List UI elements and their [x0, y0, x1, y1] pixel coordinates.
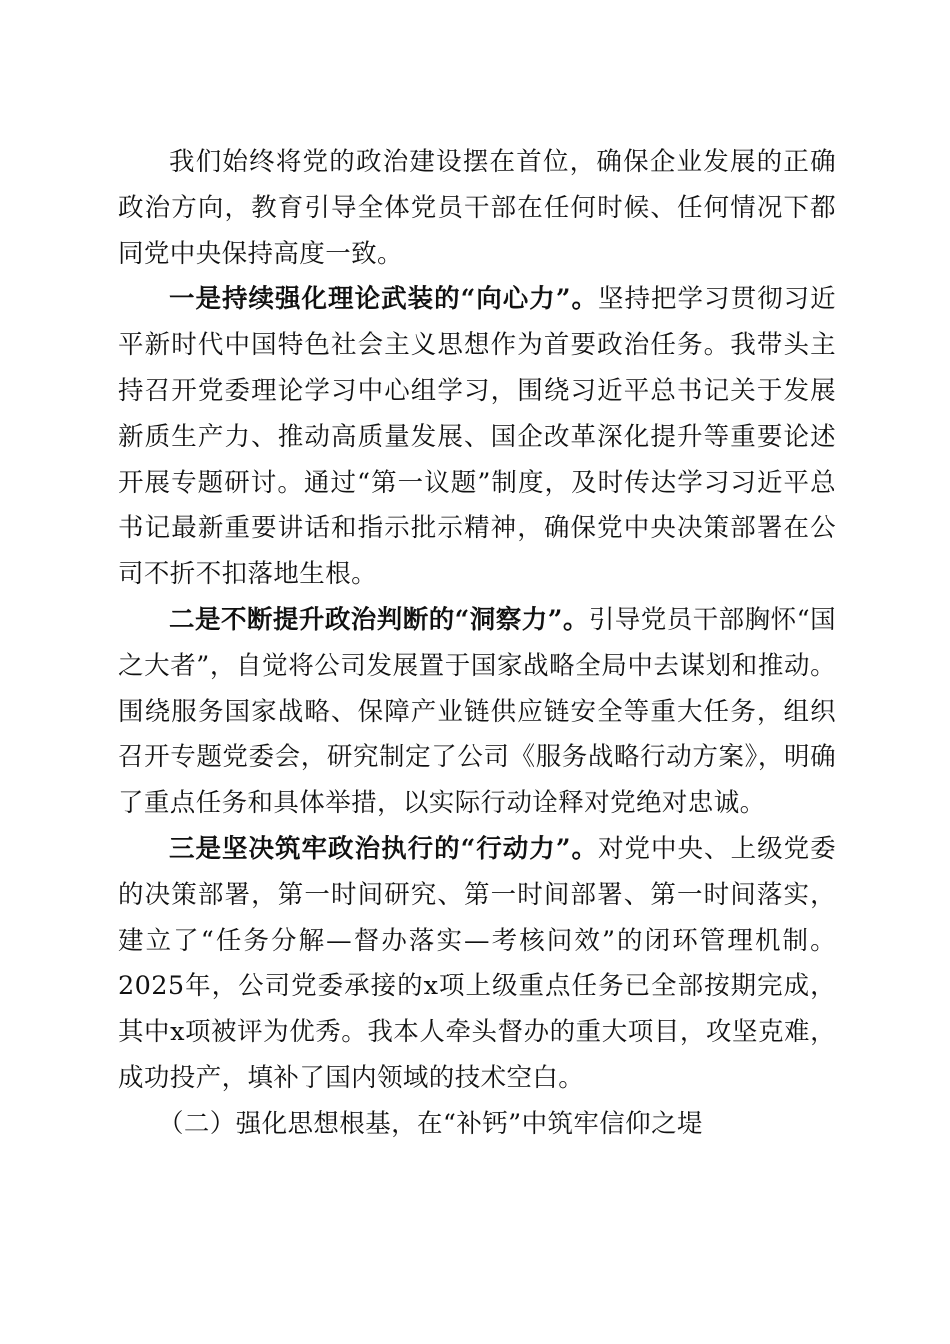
paragraph-lead: 三是坚决筑牢政治执行的“行动力”。 — [169, 833, 599, 864]
paragraph-judgment — [118, 598, 836, 827]
paragraph-theory — [118, 277, 836, 598]
paragraph-lead: 二是不断提升政治判断的“洞察力”。 — [169, 604, 589, 635]
paragraph-execution — [118, 827, 836, 1102]
paragraph-intro — [118, 140, 836, 277]
paragraph-lead: 一是持续强化理论武装的“向心力”。 — [169, 284, 599, 315]
section-heading: （二）强化思想根基，在“补钙”中筑牢信仰之堤 — [158, 1108, 703, 1139]
paragraph-text: 坚持把学习贯彻习近平新时代中国特色社会主义思想作为首要政治任务。我带头主持召开党委理论学习中心组学习，围绕习近平总书记关于发展新质生产力、推动高质量发展、国企改革深化提升等重要论述开展专题研讨。通过“第一议题”制度，及时传达学习习近平总书记最新重要讲话和指示批示精神，确保党中央决策部署在公司不折不扣落地生根。 — [118, 284, 836, 590]
paragraph-text: 引导党员干部胸怀“国之大者”，自觉将公司发展置于国家战略全局中去谋划和推动。围绕服务国家战略、保障产业链供应链安全等重大任务，组织召开专题党委会，研究制定了公司《服务战略行动方案》，明确了重点任务和具体举措，以实际行动诠释对党绝对忠诚。 — [118, 604, 836, 819]
paragraph-text: 对党中央、上级党委的决策部署，第一时间研究、第一时间部署、第一时间落实，建立了“任务分解—督办落实—考核问效”的闭环管理机制。2025年，公司党委承接的x项上级重点任务已全部按期完成，其中x项被评为优秀。我本人牵头督办的重大项目，攻坚克难，成功投产，填补了国内领域的技术空白。 — [118, 833, 836, 1093]
paragraph-text: 我们始终将党的政治建设摆在首位，确保企业发展的正确政治方向，教育引导全体党员干部在任何时候、任何情况下都同党中央保持高度一致。 — [118, 147, 836, 269]
document-body — [118, 140, 836, 1148]
